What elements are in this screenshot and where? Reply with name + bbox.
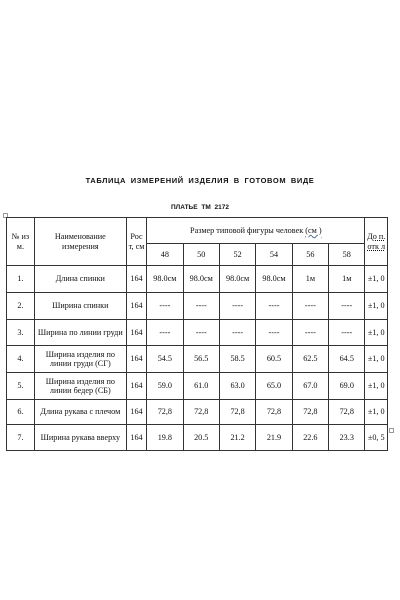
- size-header-50: 50: [183, 244, 219, 266]
- row-value: ----: [219, 293, 255, 320]
- row-value: ----: [292, 293, 328, 320]
- row-value: ----: [256, 320, 292, 346]
- header-height: Рос т, см: [126, 218, 146, 266]
- row-value: 1м: [292, 266, 328, 293]
- row-value: 61.0: [183, 373, 219, 400]
- row-name: Ширина изделия по линии груди (СГ): [34, 346, 126, 373]
- row-value: ----: [183, 320, 219, 346]
- row-value: 19.8: [147, 425, 183, 451]
- row-value: ----: [329, 293, 365, 320]
- row-height: 164: [126, 373, 146, 400]
- row-num: 6.: [7, 400, 35, 425]
- table-row: [7, 373, 388, 400]
- header-name: Наименование измерения: [34, 218, 126, 266]
- row-value: 72,8: [292, 400, 328, 425]
- row-tolerance: ±0, 5: [365, 425, 388, 451]
- row-value: 72,8: [147, 400, 183, 425]
- size-header-58: 58: [329, 244, 365, 266]
- size-header-54: 54: [256, 244, 292, 266]
- header-sizes-caption: [147, 218, 365, 244]
- sizes-caption-text: Размер типовой фигуры человек: [190, 225, 304, 235]
- table-row: [7, 400, 388, 425]
- header-num: № из м.: [7, 218, 35, 266]
- table-title: ТАБЛИЦА ИЗМЕРЕНИЙ ИЗДЕЛИЯ В ГОТОВОМ ВИДЕ: [85, 176, 315, 185]
- table-row: [7, 293, 388, 320]
- row-value: 60.5: [256, 346, 292, 373]
- row-height: 164: [126, 320, 146, 346]
- size-header-48: 48: [147, 244, 183, 266]
- row-value: 64.5: [329, 346, 365, 373]
- row-num: 3.: [7, 320, 35, 346]
- table-subtitle: ПЛАТЬЕ ТМ 2172: [170, 204, 230, 211]
- measurements-table: [6, 217, 388, 451]
- row-value: ----: [183, 293, 219, 320]
- row-value: 59.0: [147, 373, 183, 400]
- row-value: ----: [147, 293, 183, 320]
- row-value: 98.0см: [147, 266, 183, 293]
- row-value: 62.5: [292, 346, 328, 373]
- row-value: ----: [329, 320, 365, 346]
- row-value: 58.5: [219, 346, 255, 373]
- table-row: [7, 425, 388, 451]
- row-value: 56.5: [183, 346, 219, 373]
- row-value: 21.9: [256, 425, 292, 451]
- row-value: 72,8: [329, 400, 365, 425]
- row-name: Ширина по линии груди: [34, 320, 126, 346]
- row-value: 23.3: [329, 425, 365, 451]
- row-value: 21.2: [219, 425, 255, 451]
- row-height: 164: [126, 293, 146, 320]
- sizes-caption-unit: (см ): [305, 225, 322, 235]
- row-value: 69.0: [329, 373, 365, 400]
- row-value: 1м: [329, 266, 365, 293]
- row-tolerance: ±1, 0: [365, 400, 388, 425]
- size-header-52: 52: [219, 244, 255, 266]
- row-height: 164: [126, 400, 146, 425]
- row-name: Длина спинки: [34, 266, 126, 293]
- row-name: Ширина изделия по линии бедер (СБ): [34, 373, 126, 400]
- row-value: 72,8: [183, 400, 219, 425]
- row-value: 20.5: [183, 425, 219, 451]
- row-value: ----: [292, 320, 328, 346]
- row-value: 98.0см: [256, 266, 292, 293]
- header-tolerance: [365, 218, 388, 266]
- table-row: [7, 320, 388, 346]
- row-value: 72,8: [256, 400, 292, 425]
- row-height: 164: [126, 425, 146, 451]
- row-value: ----: [147, 320, 183, 346]
- row-name: Ширина рукава вверху: [34, 425, 126, 451]
- row-tolerance: ±1, 0: [365, 346, 388, 373]
- row-name: Длина рукава с плечом: [34, 400, 126, 425]
- row-value: 63.0: [219, 373, 255, 400]
- tolerance-label: До п. отк л: [367, 232, 386, 251]
- table-resize-handle-icon[interactable]: [389, 428, 394, 433]
- row-value: ----: [219, 320, 255, 346]
- row-value: ----: [256, 293, 292, 320]
- row-num: 4.: [7, 346, 35, 373]
- row-num: 1.: [7, 266, 35, 293]
- row-value: 22.6: [292, 425, 328, 451]
- row-num: 2.: [7, 293, 35, 320]
- row-tolerance: ±1, 0: [365, 373, 388, 400]
- row-value: 65.0: [256, 373, 292, 400]
- row-value: 72,8: [219, 400, 255, 425]
- row-tolerance: ±1, 0: [365, 266, 388, 293]
- row-value: 67.0: [292, 373, 328, 400]
- row-value: 98.0см: [183, 266, 219, 293]
- table-row: [7, 266, 388, 293]
- row-height: 164: [126, 346, 146, 373]
- row-num: 5.: [7, 373, 35, 400]
- row-height: 164: [126, 266, 146, 293]
- size-header-56: 56: [292, 244, 328, 266]
- row-name: Ширина спинки: [34, 293, 126, 320]
- row-value: 54.5: [147, 346, 183, 373]
- table-row: [7, 346, 388, 373]
- row-value: 98.0см: [219, 266, 255, 293]
- row-tolerance: ±1, 0: [365, 320, 388, 346]
- row-num: 7.: [7, 425, 35, 451]
- row-tolerance: ±1, 0: [365, 293, 388, 320]
